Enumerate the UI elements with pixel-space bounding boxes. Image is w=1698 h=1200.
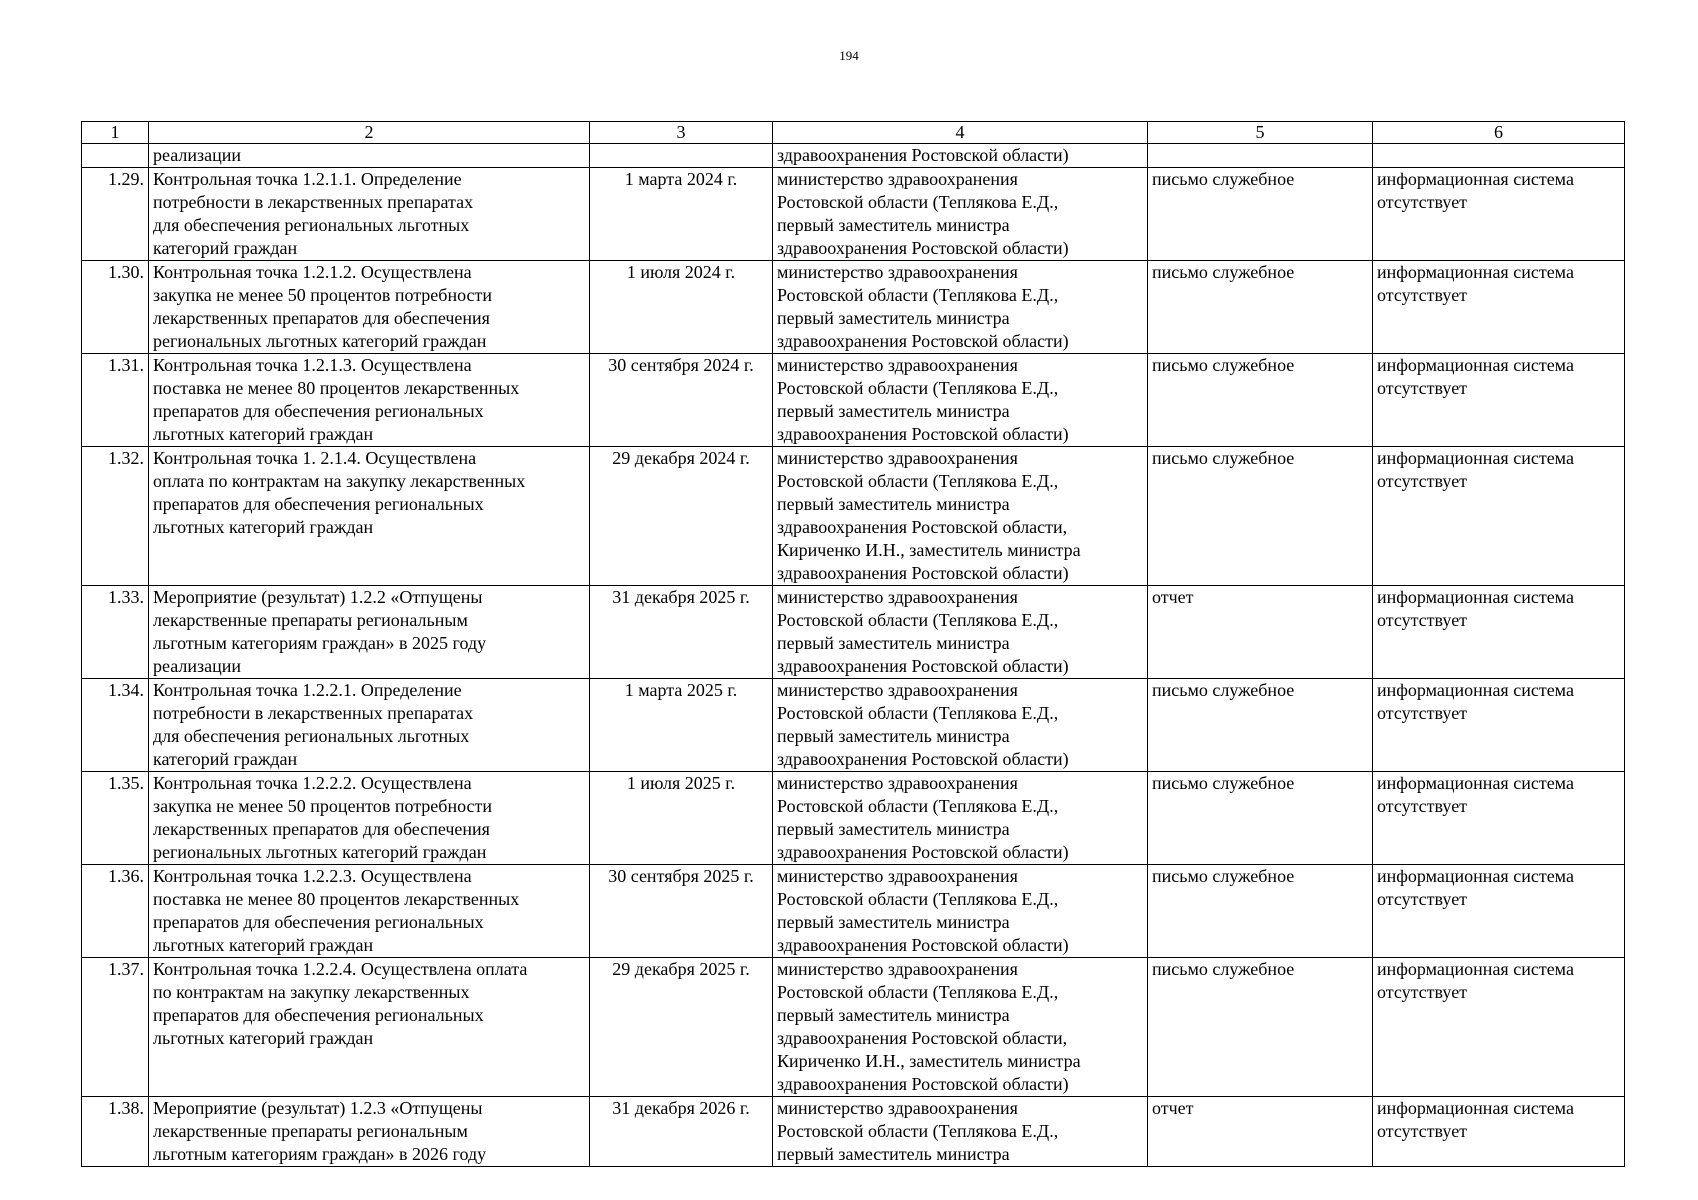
- event-name-line: льготным категориям граждан» в 2026 году: [153, 1144, 487, 1164]
- event-name-line: оплата по контрактам на закупку лекарственных: [153, 471, 526, 491]
- responsible-line: министерство здравоохранения: [777, 866, 1018, 886]
- deadline-cell: 31 декабря 2026 г.: [590, 1097, 773, 1167]
- responsible-line: здравоохранения Ростовской области): [777, 238, 1069, 258]
- info-system-line: информационная система: [1377, 959, 1574, 979]
- responsible-line: здравоохранения Ростовской области): [777, 842, 1069, 862]
- event-name-line: Контрольная точка 1.2.2.1. Определение: [153, 680, 462, 700]
- info-system-cell: [1373, 144, 1625, 168]
- info-system-line: отсутствует: [1377, 982, 1468, 1002]
- responsible-line: Ростовской области (Теплякова Е.Д.,: [777, 982, 1059, 1002]
- responsible-line: первый заместитель министра: [777, 215, 1010, 235]
- event-name-line: потребности в лекарственных препаратах: [153, 703, 474, 723]
- event-name-line: лекарственные препараты региональным: [153, 1121, 468, 1141]
- event-name-line: Контрольная точка 1.2.1.1. Определение: [153, 169, 462, 189]
- event-name-cell: [149, 144, 590, 168]
- event-name-line: поставка не менее 80 процентов лекарственных: [153, 378, 520, 398]
- row-number-cell: 1.31.: [82, 354, 149, 447]
- event-name-line: Контрольная точка 1.2.2.3. Осуществлена: [153, 866, 472, 886]
- document-type-cell: письмо служебное: [1148, 772, 1373, 865]
- responsible-line: Кириченко И.Н., заместитель министра: [777, 1051, 1081, 1071]
- event-name-line: препаратов для обеспечения региональных: [153, 1005, 484, 1025]
- table-row: [82, 865, 1625, 958]
- page-number: 194: [839, 48, 859, 63]
- row-number-cell: 1.29.: [82, 168, 149, 261]
- responsible-line: Кириченко И.Н., заместитель министра: [777, 540, 1081, 560]
- responsible-line: первый заместитель министра: [777, 633, 1010, 653]
- info-system-cell: [1373, 679, 1625, 772]
- row-number-cell: 1.36.: [82, 865, 149, 958]
- event-name-cell: [149, 168, 590, 261]
- responsible-line: здравоохранения Ростовской области): [777, 424, 1069, 444]
- responsible-line: Ростовской области (Теплякова Е.Д.,: [777, 796, 1059, 816]
- document-type-cell: письмо служебное: [1148, 168, 1373, 261]
- responsible-line: Ростовской области (Теплякова Е.Д.,: [777, 471, 1059, 491]
- event-name-line: региональных льготных категорий граждан: [153, 842, 487, 862]
- event-name-line: льготных категорий граждан: [153, 1028, 374, 1048]
- responsible-cell: [773, 168, 1148, 261]
- info-system-cell: [1373, 447, 1625, 586]
- info-system-line: отсутствует: [1377, 471, 1468, 491]
- document-type-cell: отчет: [1148, 586, 1373, 679]
- responsible-line: министерство здравоохранения: [777, 169, 1018, 189]
- header-cell-6: 6: [1373, 122, 1625, 144]
- row-number-cell: 1.32.: [82, 447, 149, 586]
- info-system-cell: [1373, 586, 1625, 679]
- document-type-cell: письмо служебное: [1148, 261, 1373, 354]
- info-system-line: информационная система: [1377, 1098, 1574, 1118]
- responsible-line: первый заместитель министра: [777, 726, 1010, 746]
- table-row: [82, 586, 1625, 679]
- responsible-line: первый заместитель министра: [777, 912, 1010, 932]
- event-name-line: Контрольная точка 1. 2.1.4. Осуществлена: [153, 448, 477, 468]
- responsible-line: министерство здравоохранения: [777, 262, 1018, 282]
- info-system-line: отсутствует: [1377, 285, 1468, 305]
- info-system-line: информационная система: [1377, 866, 1574, 886]
- table-row: [82, 679, 1625, 772]
- responsible-line: Ростовской области (Теплякова Е.Д.,: [777, 610, 1059, 630]
- document-type-cell: письмо служебное: [1148, 354, 1373, 447]
- responsible-line: здравоохранения Ростовской области): [777, 656, 1069, 676]
- info-system-line: информационная система: [1377, 355, 1574, 375]
- table-body: [82, 122, 1625, 1167]
- event-name-cell: [149, 772, 590, 865]
- event-name-line: Мероприятие (результат) 1.2.3 «Отпущены: [153, 1098, 483, 1118]
- table-row: [82, 447, 1625, 586]
- responsible-cell: [773, 772, 1148, 865]
- document-type-cell: письмо служебное: [1148, 865, 1373, 958]
- event-name-line: льготных категорий граждан: [153, 517, 374, 537]
- info-system-line: отсутствует: [1377, 889, 1468, 909]
- responsible-line: Ростовской области (Теплякова Е.Д.,: [777, 192, 1059, 212]
- table-row: [82, 261, 1625, 354]
- info-system-line: отсутствует: [1377, 703, 1468, 723]
- event-name-cell: [149, 586, 590, 679]
- table-row: [82, 144, 1625, 168]
- event-name-line: Мероприятие (результат) 1.2.2 «Отпущены: [153, 587, 483, 607]
- info-system-line: информационная система: [1377, 262, 1574, 282]
- event-name-cell: [149, 261, 590, 354]
- event-name-line: реализации: [153, 656, 241, 676]
- document-type-cell: [1148, 144, 1373, 168]
- event-name-cell: [149, 447, 590, 586]
- event-name-cell: [149, 865, 590, 958]
- header-cell-5: 5: [1148, 122, 1373, 144]
- event-name-line: закупка не менее 50 процентов потребности: [153, 285, 493, 305]
- row-number-cell: [82, 144, 149, 168]
- table-row: [82, 354, 1625, 447]
- info-system-line: отсутствует: [1377, 796, 1468, 816]
- deadline-cell: 29 декабря 2024 г.: [590, 447, 773, 586]
- event-name-line: региональных льготных категорий граждан: [153, 331, 487, 351]
- event-name-line: препаратов для обеспечения региональных: [153, 401, 484, 421]
- responsible-line: министерство здравоохранения: [777, 355, 1018, 375]
- event-name-line: реализации: [153, 145, 241, 165]
- responsible-line: первый заместитель министра: [777, 819, 1010, 839]
- responsible-line: министерство здравоохранения: [777, 959, 1018, 979]
- event-name-line: лекарственные препараты региональным: [153, 610, 468, 630]
- responsible-cell: [773, 958, 1148, 1097]
- event-name-line: препаратов для обеспечения региональных: [153, 912, 484, 932]
- info-system-cell: [1373, 261, 1625, 354]
- responsible-line: Ростовской области (Теплякова Е.Д.,: [777, 285, 1059, 305]
- responsible-line: Ростовской области (Теплякова Е.Д.,: [777, 1121, 1059, 1141]
- info-system-cell: [1373, 1097, 1625, 1167]
- event-name-line: Контрольная точка 1.2.2.2. Осуществлена: [153, 773, 472, 793]
- info-system-line: информационная система: [1377, 773, 1574, 793]
- deadline-cell: 1 марта 2024 г.: [590, 168, 773, 261]
- event-name-line: Контрольная точка 1.2.1.2. Осуществлена: [153, 262, 472, 282]
- table-row: [82, 1097, 1625, 1167]
- event-name-line: для обеспечения региональных льготных: [153, 726, 470, 746]
- row-number-cell: 1.37.: [82, 958, 149, 1097]
- responsible-line: здравоохранения Ростовской области): [777, 145, 1069, 165]
- responsible-line: Ростовской области (Теплякова Е.Д.,: [777, 889, 1059, 909]
- responsible-cell: [773, 679, 1148, 772]
- deadline-cell: 31 декабря 2025 г.: [590, 586, 773, 679]
- schedule-table: [81, 121, 1625, 1167]
- event-name-cell: [149, 679, 590, 772]
- info-system-line: информационная система: [1377, 680, 1574, 700]
- event-name-cell: [149, 958, 590, 1097]
- event-name-line: препаратов для обеспечения региональных: [153, 494, 484, 514]
- document-type-cell: письмо служебное: [1148, 447, 1373, 586]
- event-name-line: категорий граждан: [153, 238, 298, 258]
- responsible-line: здравоохранения Ростовской области,: [777, 1028, 1068, 1048]
- event-name-line: лекарственных препаратов для обеспечения: [153, 308, 490, 328]
- responsible-line: первый заместитель министра: [777, 1005, 1010, 1025]
- event-name-line: льготных категорий граждан: [153, 935, 374, 955]
- info-system-cell: [1373, 865, 1625, 958]
- responsible-line: здравоохранения Ростовской области): [777, 1074, 1069, 1094]
- event-name-cell: [149, 354, 590, 447]
- header-cell-4: 4: [773, 122, 1148, 144]
- deadline-cell: 29 декабря 2025 г.: [590, 958, 773, 1097]
- responsible-line: здравоохранения Ростовской области): [777, 563, 1069, 583]
- event-name-line: лекарственных препаратов для обеспечения: [153, 819, 490, 839]
- responsible-cell: [773, 865, 1148, 958]
- responsible-line: министерство здравоохранения: [777, 587, 1018, 607]
- row-number-cell: 1.34.: [82, 679, 149, 772]
- info-system-line: отсутствует: [1377, 192, 1468, 212]
- responsible-line: здравоохранения Ростовской области): [777, 331, 1069, 351]
- event-name-line: закупка не менее 50 процентов потребности: [153, 796, 493, 816]
- info-system-cell: [1373, 958, 1625, 1097]
- table-row: [82, 168, 1625, 261]
- deadline-cell: 30 сентября 2025 г.: [590, 865, 773, 958]
- event-name-line: для обеспечения региональных льготных: [153, 215, 470, 235]
- info-system-line: отсутствует: [1377, 1121, 1468, 1141]
- info-system-cell: [1373, 772, 1625, 865]
- responsible-line: первый заместитель министра: [777, 308, 1010, 328]
- document-type-cell: отчет: [1148, 1097, 1373, 1167]
- row-number-cell: 1.30.: [82, 261, 149, 354]
- deadline-cell: 30 сентября 2024 г.: [590, 354, 773, 447]
- info-system-line: информационная система: [1377, 169, 1574, 189]
- responsible-line: здравоохранения Ростовской области): [777, 749, 1069, 769]
- header-row: [82, 122, 1625, 144]
- responsible-line: здравоохранения Ростовской области): [777, 935, 1069, 955]
- event-name-line: льготным категориям граждан» в 2025 году: [153, 633, 487, 653]
- event-name-line: Контрольная точка 1.2.1.3. Осуществлена: [153, 355, 472, 375]
- responsible-line: здравоохранения Ростовской области,: [777, 517, 1068, 537]
- table-row: [82, 772, 1625, 865]
- header-cell-2: 2: [149, 122, 590, 144]
- responsible-line: первый заместитель министра: [777, 401, 1010, 421]
- responsible-line: министерство здравоохранения: [777, 680, 1018, 700]
- event-name-line: категорий граждан: [153, 749, 298, 769]
- row-number-cell: 1.35.: [82, 772, 149, 865]
- event-name-line: по контрактам на закупку лекарственных: [153, 982, 470, 1002]
- responsible-cell: [773, 447, 1148, 586]
- table-row: [82, 958, 1625, 1097]
- info-system-cell: [1373, 354, 1625, 447]
- document-type-cell: письмо служебное: [1148, 679, 1373, 772]
- responsible-line: первый заместитель министра: [777, 494, 1010, 514]
- event-name-line: потребности в лекарственных препаратах: [153, 192, 474, 212]
- responsible-cell: [773, 1097, 1148, 1167]
- deadline-cell: [590, 144, 773, 168]
- event-name-line: Контрольная точка 1.2.2.4. Осуществлена оплата: [153, 959, 528, 979]
- info-system-cell: [1373, 168, 1625, 261]
- responsible-cell: [773, 354, 1148, 447]
- deadline-cell: 1 марта 2025 г.: [590, 679, 773, 772]
- responsible-line: министерство здравоохранения: [777, 1098, 1018, 1118]
- responsible-line: министерство здравоохранения: [777, 448, 1018, 468]
- responsible-line: первый заместитель министра: [777, 1144, 1010, 1164]
- responsible-line: Ростовской области (Теплякова Е.Д.,: [777, 378, 1059, 398]
- responsible-line: Ростовской области (Теплякова Е.Д.,: [777, 703, 1059, 723]
- info-system-line: отсутствует: [1377, 378, 1468, 398]
- deadline-cell: 1 июля 2025 г.: [590, 772, 773, 865]
- document-type-cell: письмо служебное: [1148, 958, 1373, 1097]
- info-system-line: информационная система: [1377, 448, 1574, 468]
- event-name-line: льготных категорий граждан: [153, 424, 374, 444]
- responsible-cell: [773, 144, 1148, 168]
- responsible-cell: [773, 586, 1148, 679]
- deadline-cell: 1 июля 2024 г.: [590, 261, 773, 354]
- responsible-line: министерство здравоохранения: [777, 773, 1018, 793]
- event-name-line: поставка не менее 80 процентов лекарственных: [153, 889, 520, 909]
- info-system-line: информационная система: [1377, 587, 1574, 607]
- header-cell-3: 3: [590, 122, 773, 144]
- info-system-line: отсутствует: [1377, 610, 1468, 630]
- responsible-cell: [773, 261, 1148, 354]
- row-number-cell: 1.33.: [82, 586, 149, 679]
- event-name-cell: [149, 1097, 590, 1167]
- header-cell-1: 1: [82, 122, 149, 144]
- row-number-cell: 1.38.: [82, 1097, 149, 1167]
